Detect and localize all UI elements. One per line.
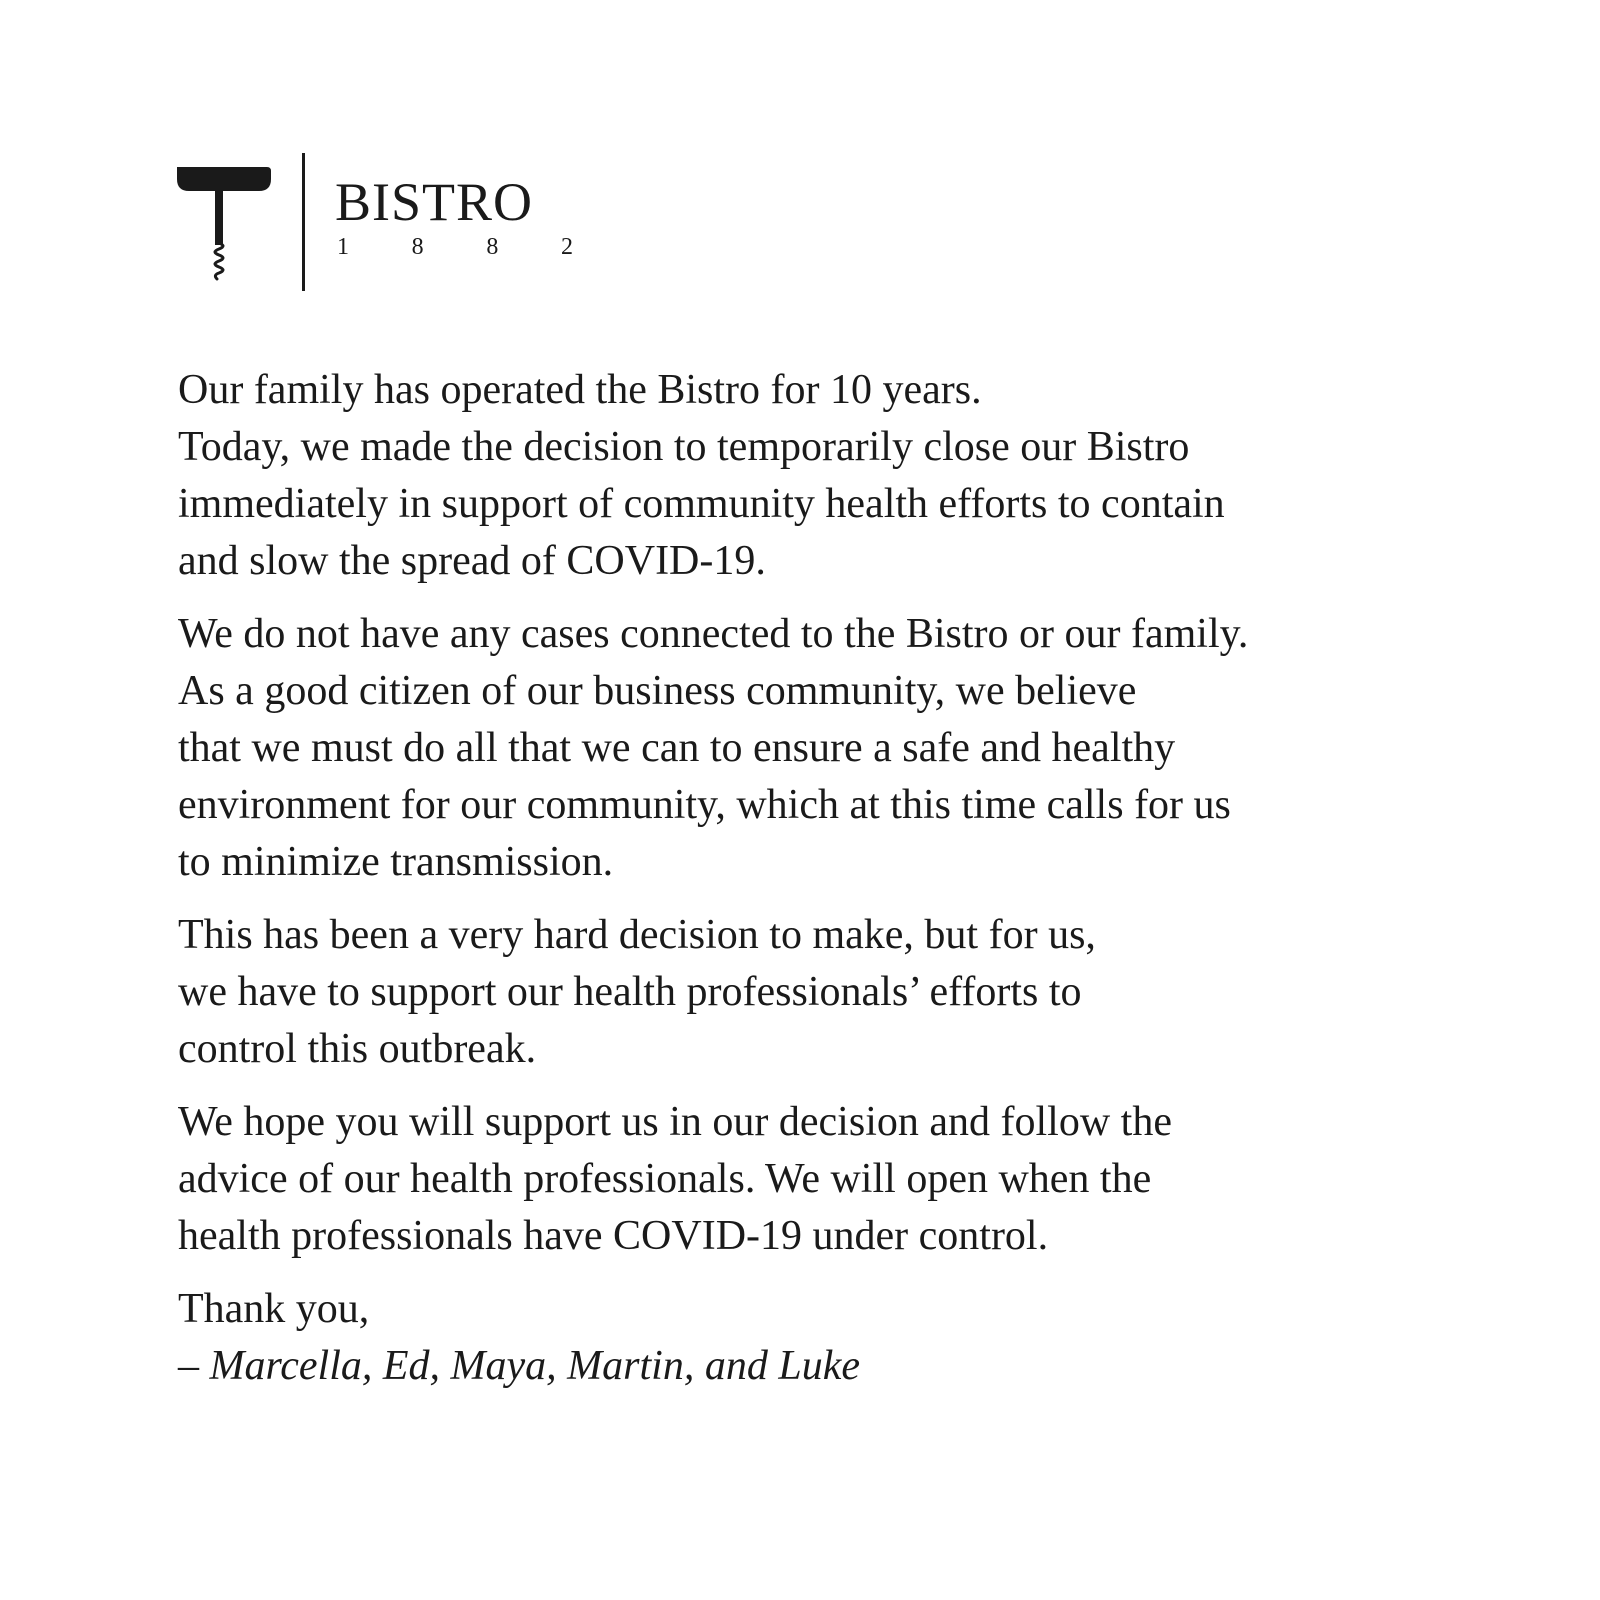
letter-body — [178, 362, 1438, 1411]
brand-year-digit: 8 — [411, 234, 424, 260]
letter-line: advice of our health professionals. We will open when the — [178, 1156, 1152, 1202]
letter-line: we have to support our health professionals’ efforts to — [178, 969, 1082, 1015]
signature: – Marcella, Ed, Maya, Martin, and Luke — [178, 1343, 860, 1389]
brand-year-digit: 2 — [560, 234, 573, 260]
letter-line: Today, we made the decision to temporarily close our Bistro — [178, 424, 1190, 470]
letter-line: to minimize transmission. — [178, 839, 614, 885]
brand-year-digit: 8 — [486, 234, 499, 260]
letter-line: and slow the spread of COVID-19. — [178, 538, 766, 584]
letter-line: We do not have any cases connected to the Bistro or our family. — [178, 611, 1249, 657]
corkscrew-icon — [175, 165, 275, 285]
letter-paragraph-intro — [178, 362, 1438, 590]
letter-line: This has been a very hard decision to make, but for us, — [178, 912, 1096, 958]
letter-line: We hope you will support us in our decision and follow the — [178, 1099, 1172, 1145]
brand-year — [337, 232, 573, 262]
letter-line: As a good citizen of our business community, we believe — [178, 668, 1137, 714]
letter-line: environment for our community, which at this time calls for us — [178, 782, 1231, 828]
brand-name: BISTRO — [335, 172, 534, 232]
logo-divider — [302, 153, 305, 291]
letter-line: that we must do all that we can to ensure a safe and healthy — [178, 725, 1176, 771]
letter-paragraph-cases — [178, 606, 1438, 891]
letter-sign-off — [178, 1281, 1438, 1395]
brand-year-digit: 1 — [337, 234, 349, 260]
letter-line: health professionals have COVID-19 under control. — [178, 1213, 1049, 1259]
letter-line: immediately in support of community health efforts to contain — [178, 481, 1225, 527]
closing-text: Thank you, — [178, 1286, 370, 1332]
letter-line: control this outbreak. — [178, 1026, 537, 1072]
bistro-logo — [175, 150, 595, 290]
letter-paragraph-decision — [178, 907, 1438, 1078]
letter-paragraph-support — [178, 1094, 1438, 1265]
letter-line: Our family has operated the Bistro for 10 years. — [178, 367, 982, 413]
